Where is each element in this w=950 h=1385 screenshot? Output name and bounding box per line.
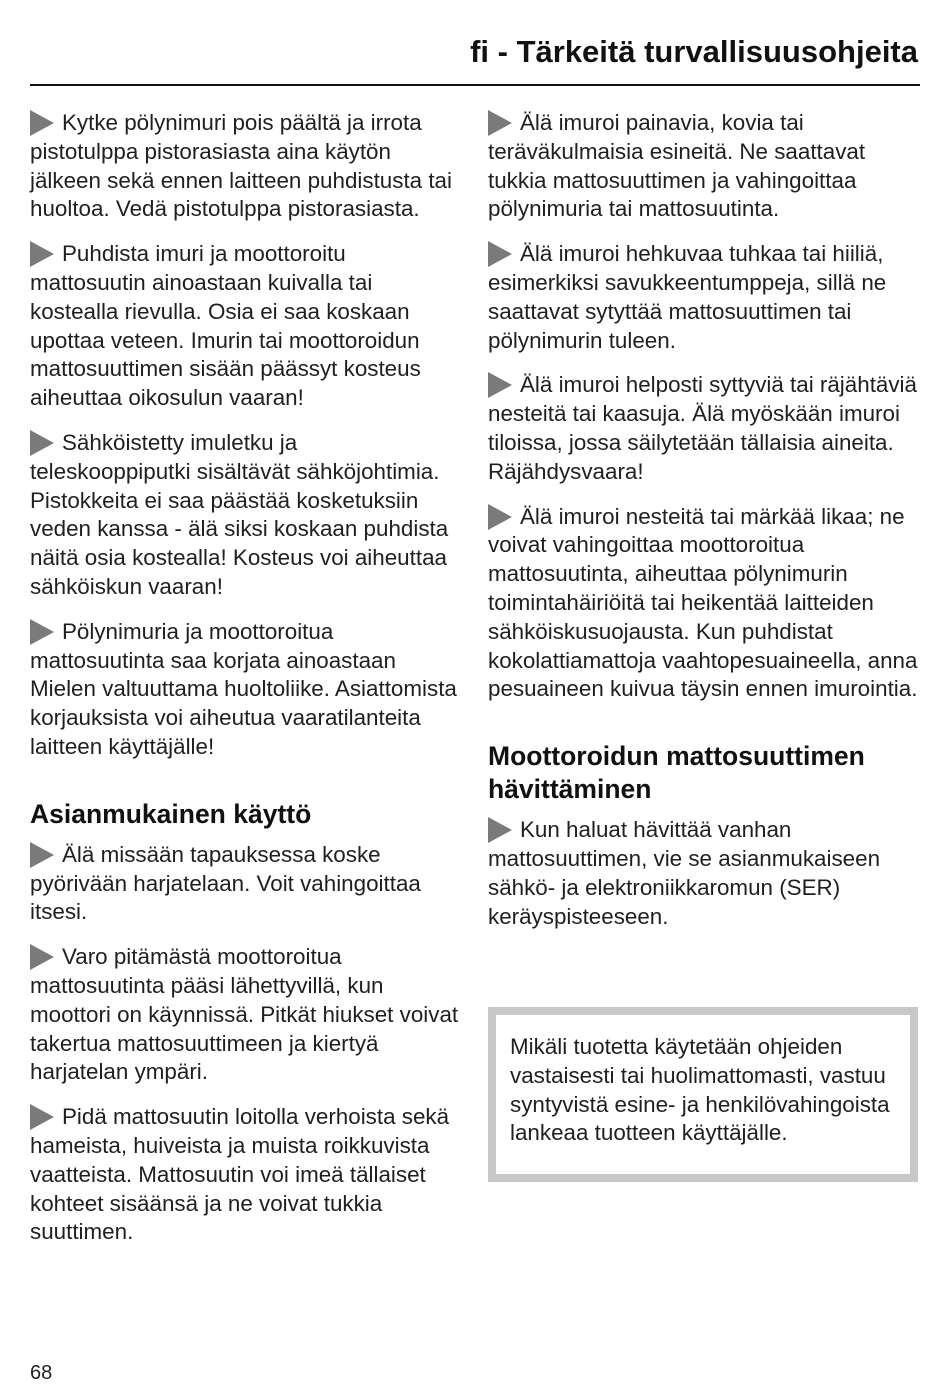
right-column — [488, 109, 920, 947]
page-number: 68 — [30, 1362, 53, 1384]
triangle-bullet-icon — [488, 817, 512, 843]
safety-item-text: Pidä mattosuutin loitolla verhoista sekä hameista, huiveista ja muista roikkuvista vaatteista. Mattosuutin voi imeä tällaiset kohteet sisäänsä ja ne voivat tukkia suuttimen. — [30, 1104, 450, 1245]
page-title: fi - Tärkeitä turvallisuusohjeita — [470, 34, 918, 69]
triangle-bullet-icon — [30, 430, 54, 456]
triangle-bullet-icon — [488, 241, 512, 267]
safety-item — [30, 943, 462, 1087]
safety-item — [488, 240, 920, 355]
safety-item-text: Varo pitämästä moottoroitua mattosuutinta pääsi lähettyvillä, kun moottori on käynnissä. Pitkät hiukset voivat takertua mattosuuttimeen ja kiertyä harjatelan ympäri. — [30, 944, 459, 1085]
safety-item — [30, 429, 462, 602]
liability-note-box — [488, 1007, 918, 1182]
safety-item-text: Puhdista imuri ja moottoroitu mattosuutin ainoastaan kuivalla tai kostealla rievulla. Osia ei saa koskaan upottaa veteen. Imurin tai moottoroidun mattosuuttimen sisään päässyt kosteus aiheuttaa oikosulun vaaran! — [30, 241, 421, 411]
safety-item — [488, 109, 920, 224]
triangle-bullet-icon — [30, 842, 54, 868]
safety-item — [488, 503, 920, 705]
safety-item — [30, 109, 462, 224]
safety-item-text: Älä imuroi hehkuvaa tuhkaa tai hiiliä, esimerkiksi savukkeentumppeja, sillä ne saattavat sytyttää mattosuuttimen tai pölynimurin tuleen. — [488, 241, 887, 353]
section-heading-proper-use: Asianmukainen käyttö — [30, 798, 312, 829]
safety-item — [30, 618, 462, 762]
safety-item-text: Älä imuroi helposti syttyviä tai räjähtäviä nesteitä tai kaasuja. Älä myöskään imuroi tiloissa, jossa säilytetään tällaisia aineita. Räjähdysvaara! — [488, 372, 917, 484]
triangle-bullet-icon — [488, 110, 512, 136]
safety-item — [488, 371, 920, 486]
safety-item-text: Pölynimuria ja moottoroitua mattosuutinta saa korjata ainoastaan Mielen valtuuttama huoltoliike. Asiattomista korjauksista voi aiheutua vaaratilanteita laitteen käyttäjälle! — [30, 618, 457, 759]
triangle-bullet-icon — [30, 110, 54, 136]
triangle-bullet-icon — [488, 504, 512, 530]
safety-item-text: Älä imuroi nesteitä tai märkää likaa; ne voivat vahingoittaa moottoroitua mattosuutinta, aiheuttaa pölynimurin toimintahäiriöitä tai heikentää laitteiden sähköiskusuojausta. Kun puhdistat kokolattiamattoja vaahtopesuaineella, anna pesuaineen kuivua täysin ennen imurointia. — [488, 503, 918, 702]
safety-item-text: Kun haluat hävittää vanhan mattosuuttimen, vie se asianmukaiseen sähkö- ja elektroniikkaromun (SER) keräyspisteeseen. — [488, 817, 881, 929]
triangle-bullet-icon — [488, 372, 512, 398]
section-heading-disposal: Moottoroidun mattosuuttimen hävittäminen — [488, 741, 865, 805]
safety-item-text: Älä missään tapauksessa koske pyörivään harjatelaan. Voit vahingoittaa itsesi. — [30, 841, 421, 925]
left-column — [30, 109, 462, 1263]
safety-item — [30, 240, 462, 413]
safety-item — [30, 841, 462, 927]
triangle-bullet-icon — [30, 619, 54, 645]
liability-note-text: Mikäli tuotetta käytetään ohjeiden vastaisesti tai huolimattomasti, vastuu syntyvistä esine- ja henkilövahingoista lankeaa tuotteen käyttäjälle. — [510, 1034, 890, 1146]
safety-item-text: Sähköistetty imuletku ja teleskooppiputki sisältävät sähköjohtimia. Pistokkeita ei saa päästää kosketuksiin veden kanssa - älä siksi koskaan puhdista näitä osia kostealla! Kosteus voi aiheuttaa sähköiskun vaaran! — [30, 429, 449, 599]
triangle-bullet-icon — [30, 944, 54, 970]
safety-item-text: Älä imuroi painavia, kovia tai teräväkulmaisia esineitä. Ne saattavat tukkia mattosuuttimen ja vahingoittaa pölynimuria tai mattosuutinta. — [488, 110, 866, 222]
safety-item — [488, 816, 920, 931]
triangle-bullet-icon — [30, 241, 54, 267]
safety-item-text: Kytke pölynimuri pois päältä ja irrota pistotulppa pistorasiasta aina käytön jälkeen sekä ennen laitteen puhdistusta tai huoltoa. Vedä pistotulppa pistorasiasta. — [30, 110, 452, 222]
safety-item — [30, 1103, 462, 1247]
triangle-bullet-icon — [30, 1104, 54, 1130]
header-divider — [30, 84, 920, 86]
